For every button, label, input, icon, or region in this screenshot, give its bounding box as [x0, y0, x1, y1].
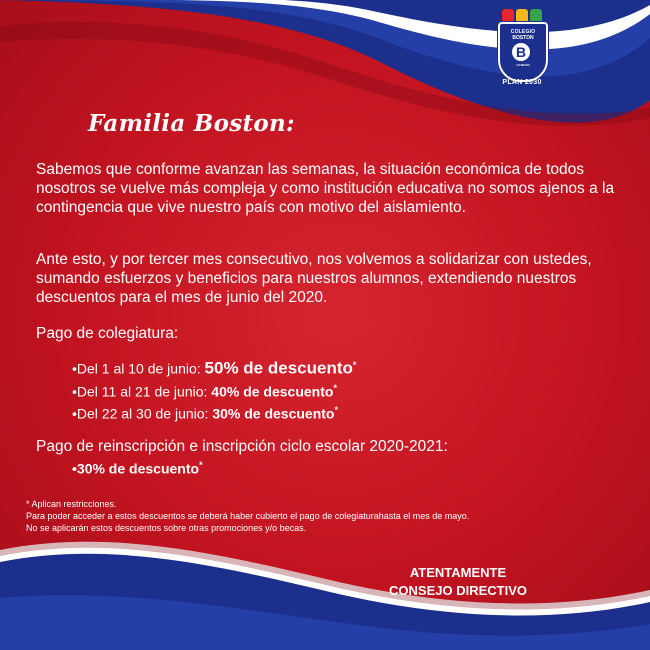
footnote-restrictions: * Aplican restricciones.	[26, 499, 117, 509]
shield-emblem	[498, 22, 548, 82]
discount-period: •Del 11 al 21 de junio:	[72, 383, 212, 400]
discount-amount: 40% de descuento	[211, 383, 334, 400]
discount-amount: •30% de descuento	[72, 460, 200, 477]
logo-school-line-1: COLEGIO	[510, 29, 536, 35]
restriction-mark: *	[199, 460, 203, 470]
solidarity-paragraph: Ante esto, y por tercer mes consecutivo, nos volvemos a solidarizar con ustedes, sumando esfuerzos y beneficios para nuestros alumnos, extendiendo nuestros descuentos para el mes de junio del 2020.	[36, 251, 592, 307]
logo-plan-label: PLAN 2030	[502, 79, 542, 86]
discount-item-2	[72, 379, 356, 402]
colegiatura-heading: Pago de colegiatura:	[36, 325, 179, 342]
signature-block	[358, 564, 558, 600]
footnotes	[26, 498, 469, 534]
logo-location: CANCÚN	[516, 63, 530, 67]
reinscripcion-discount-item	[72, 456, 203, 479]
discount-amount: 50% de descuento	[204, 358, 353, 378]
restriction-mark: *	[352, 360, 357, 370]
footnote-requirement: Para poder acceder a estos descuentos se deberá haber cubierto el pago de colegiaturahasta el mes de mayo.	[26, 511, 470, 521]
discount-period: •Del 22 al 30 de junio:	[72, 405, 213, 422]
restriction-mark: *	[334, 405, 338, 416]
intro-paragraph: Sabemos que conforme avanzan las semanas, la situación económica de todos nosotros se vuelve más compleja y como institución educativa no somos ajenos a la contingencia que vive nuestro país con motivo del aislamiento.	[36, 161, 615, 217]
signature-closing: ATENTAMENTE	[409, 565, 507, 580]
greeting-title: Familia Boston:	[88, 110, 295, 137]
restriction-mark: *	[333, 382, 337, 393]
reinscripcion-heading: Pago de reinscripción e inscripción ciclo escolar 2020-2021:	[36, 438, 448, 455]
logo-emblem-letter: B	[512, 43, 530, 61]
discount-item-1	[72, 356, 356, 379]
logo-school-line-2: BOSTON	[512, 35, 534, 41]
signature-signer: CONSEJO DIRECTIVO	[389, 583, 527, 598]
footnote-exclusions: No se aplicarán estos descuentos sobre otras promociones y/o becas.	[26, 523, 307, 533]
school-logo	[486, 6, 558, 96]
discount-item-3	[72, 401, 356, 424]
discount-period: •Del 1 al 10 de junio:	[72, 360, 205, 377]
colegiatura-discount-list	[72, 356, 356, 424]
discount-amount: 30% de descuento	[212, 405, 335, 422]
